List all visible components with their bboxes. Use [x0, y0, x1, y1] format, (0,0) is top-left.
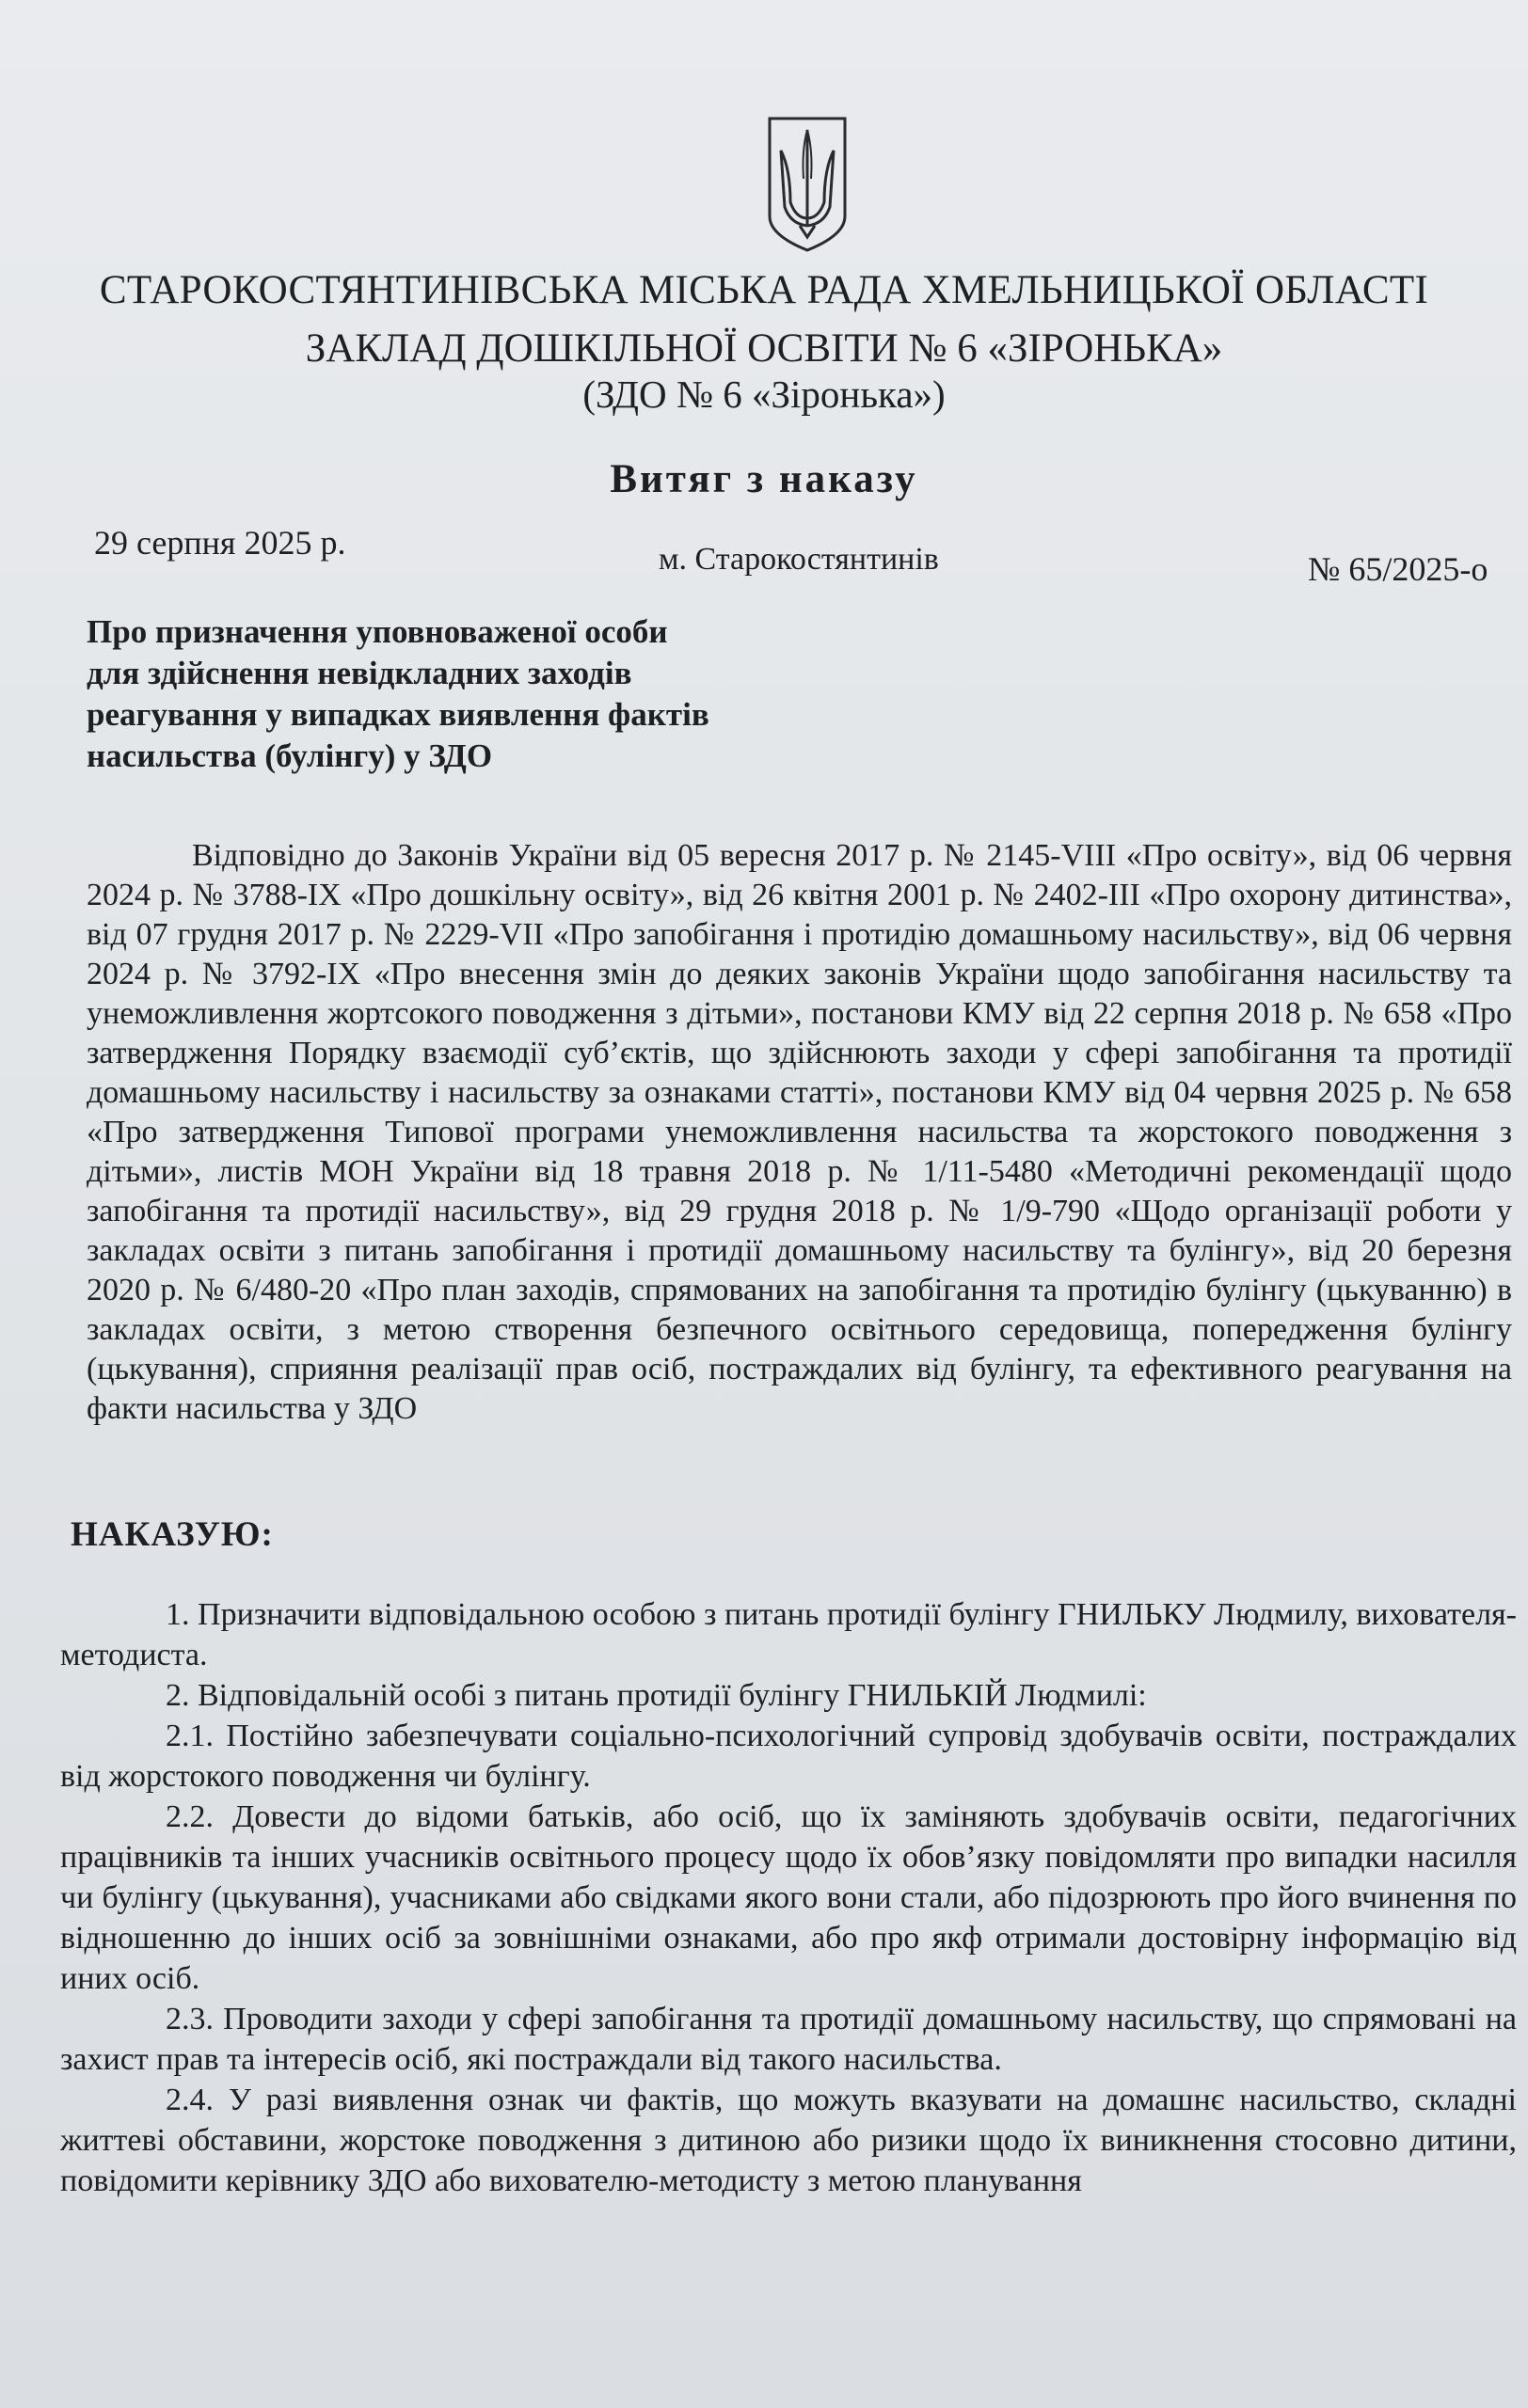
order-heading: НАКАЗУЮ:: [71, 1515, 274, 1554]
subject-line: Про призначення уповноваженої особи: [87, 613, 668, 650]
institution-short-name: (ЗДО № 6 «Зіронька»): [582, 372, 946, 416]
order-subject: [87, 611, 709, 777]
order-item: 2.3. Проводити заходи у сфері запобігання та протидії домашньому насильству, що спрямовані на захист прав та інтересів осіб, які постраждали від такого насильства.: [60, 2002, 1517, 2077]
order-item: 2. Відповідальній особі з питань протидії булінгу ГНИЛЬКІЙ Людмилі:: [166, 1678, 1147, 1713]
order-item: 2.2. Довести до відоми батьків, або осіб, що їх заміняють здобувачів освіти, педагогічних працівників та інших учасників освітнього процесу щодо їх обов’язку повідомляти про випадки насилля чи булінгу (цькування), учасниками або свідками якого вони стали, або підозрюють про його вчинення по відношенню до інших осіб за зовнішніми ознаками, або про якф отримали достовірну інформацію від иних осіб.: [60, 1799, 1517, 1996]
document-title: Витяг з наказу: [610, 457, 918, 501]
subject-line: реагування у випадках виявлення фактів: [87, 696, 709, 733]
council-name: СТАРОКОСТЯНТИНІВСЬКА МІСЬКА РАДА ХМЕЛЬНИЦЬКОЇ ОБЛАСТІ: [99, 268, 1429, 312]
order-item: 1. Призначити відповідальною особою з питань протидії булінгу ГНИЛЬКУ Людмилу, вихователя-методиста.: [60, 1597, 1517, 1672]
subject-line: насильства (булінгу) у ЗДО: [87, 737, 493, 774]
legal-basis-paragraph: Відповідно до Законів України від 05 вересня 2017 р. № 2145-VIII «Про освіту», від 06 червня 2024 р. № 3788-IX «Про дошкільну освіту», від 26 квітня 2001 р. № 2402-III «Про охорону дитинства», від 07 грудня 2017 р. № 2229-VII «Про запобігання і протидію домашньому насильству», від 06 червня 2024 р. № 3792-IX «Про внесення змін до деяких законів України щодо запобігання насильству та унеможливлення жортсокого поводження з дітьми», постанови КМУ від 22 серпня 2018 р. № 658 «Про затвердження Порядку взаємодії суб’єктів, що здійснюють заходи у сфері запобігання та протидії домашньому насильству і насильству за ознаками статті», постанови КМУ від 04 червня 2025 р. № 658 «Про затвердження Типової програми унеможливлення насильства та жорстокого поводження з дітьми», листів МОН України від 18 травня 2018 р. № 1/11-5480 «Методичні рекомендації щодо запобігання та протидії насильству», від 29 грудня 2018 р. № 1/9-790 «Щодо організації роботи у закладах освіти з питань запобігання і протидії домашньому насильству та булінгу», від 20 березня 2020 р. № 6/480-20 «Про план заходів, спрямованих на запобігання та протидію булінгу (цькуванню) в закладах освіти, з метою створення безпечного освітнього середовища, попередження булінгу (цькування), сприяння реалізації прав осіб, постраждалих від булінгу, та ефективного реагування на факти насильства у ЗДО: [87, 838, 1512, 1426]
institution-name: ЗАКЛАД ДОШКІЛЬНОЇ ОСВІТИ № 6 «ЗІРОНЬКА»: [305, 326, 1223, 371]
order-items: [60, 1594, 1517, 2201]
document-city: м. Старокостянтинів: [659, 542, 939, 577]
subject-line: для здійснення невідкладних заходів: [87, 655, 632, 691]
order-item: 2.1. Постійно забезпечувати соціально-психологічний супровід здобувачів освіти, постраждалих від жорстокого поводження чи булінгу.: [60, 1719, 1517, 1794]
order-item: 2.4. У разі виявлення ознак чи фактів, що можуть вказувати на домашнє насильство, складні життеві обставини, жорстоке поводження з дитиною або ризики щодо їх виникнення стосовно дитини, повідомити керівнику ЗДО або вихователю-методисту з метою планування: [60, 2083, 1517, 2198]
document-date: 29 серпня 2025 р.: [94, 524, 346, 562]
trident-emblem-icon: [762, 113, 852, 254]
document-number: № 65/2025-о: [1308, 550, 1488, 588]
